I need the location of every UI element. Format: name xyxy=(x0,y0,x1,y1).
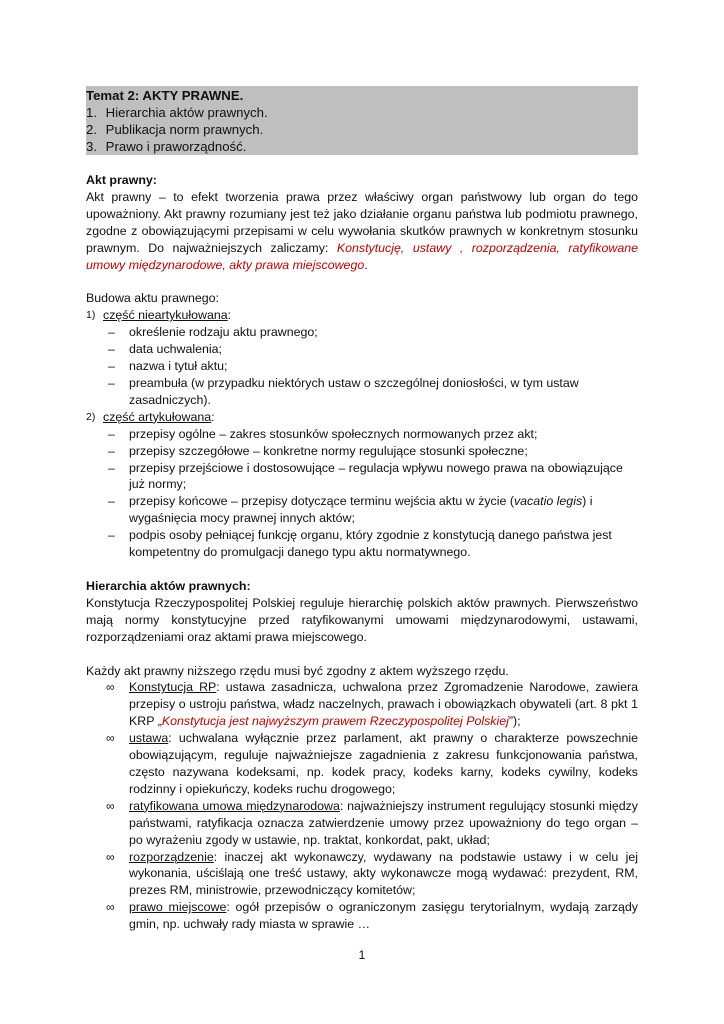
list-item-text: przepisy końcowe – przepisy dotyczące terminu wejścia aktu w życie ( xyxy=(129,494,514,509)
topic-item-number: 3. xyxy=(86,139,97,154)
list-item xyxy=(106,730,638,798)
hierarchia-intro: Każdy akt prawny niższego rzędu musi być zgodny z aktem wyższego rzędu. xyxy=(86,663,509,678)
list-item: – przepisy przejściowe i dostosowujące – regulacja wpływu nowego prawa na obowiązujące już normy; xyxy=(108,460,638,494)
budowa-heading: Budowa aktu prawnego: xyxy=(86,291,219,306)
topic-item-number: 2. xyxy=(86,122,97,137)
act-type-description: : uchwalana wyłącznie przez parlament, akt prawny o charakterze powszechnie obowiązującym, reguluje najważniejsze zagadnienia z zakresu funkcjonowania państwa, często nazywana kodeksami, np. kodek pracy, kodeks karny, kodeks cywilny, kodeks rodzinny i opiekuńczy, kodeks ruchu drogowego; xyxy=(129,731,638,796)
act-type-end: ”); xyxy=(508,714,521,729)
akt-prawny-text: Akt prawny – to efekt tworzenia prawa przez właściwy organ państwowy lub organ do tego upoważniony. Akt prawny rozumiany jest też jako działanie organu państwa lub podmiotu prawnego, zgodne z obowiązującymi przepisami w celu wywołania skutków prawnych w konkretnym stosunku prawnym. Do najważniejszych zaliczamy: xyxy=(86,189,638,255)
list-item: – określenie rodzaju aktu prawnego; xyxy=(108,324,638,341)
akt-prawny-end: . xyxy=(364,257,368,272)
act-type-description: : najważniejszy instrument regulujący stosunki między państwami, ratyfikacja oznacza zatwierdzenie umowy przez upoważniony do tego organ – po wyrażeniu zgody w ustawie, np. traktat, konkordat, pakt, układ; xyxy=(129,798,638,847)
list-item xyxy=(106,899,638,933)
akt-prawny-heading: Akt prawny: xyxy=(86,173,157,187)
topic-item xyxy=(86,104,636,121)
topic-item-number: 1. xyxy=(86,105,97,120)
budowa-part-colon: : xyxy=(227,308,232,323)
topic-item-text: Publikacja norm prawnych. xyxy=(105,122,264,137)
budowa-part-label: część artykułowana xyxy=(103,409,212,424)
hierarchia-heading: Hierarchia aktów prawnych: xyxy=(86,578,251,593)
list-item xyxy=(106,849,638,900)
topic-item xyxy=(86,138,636,155)
topic-item-text: Prawo i praworządność. xyxy=(105,139,247,154)
list-item xyxy=(106,679,638,730)
list-item xyxy=(106,798,638,849)
act-type-term: Konstytucja RP xyxy=(129,680,217,695)
list-item: – preambuła (w przypadku niektórych ustaw o szczególnej doniosłości, w tym ustaw zasadniczych). xyxy=(108,375,638,409)
budowa-part-label: część nieartykułowana xyxy=(103,308,228,323)
topic-item xyxy=(86,121,636,138)
list-item-text: ) i wygaśnięcia mocy prawnej innych aktów; xyxy=(129,494,593,526)
list-item: – nazwa i tytuł aktu; xyxy=(108,358,638,375)
act-type-term: prawo miejscowe xyxy=(129,900,227,915)
budowa-part-1-list xyxy=(86,324,638,409)
akt-prawny-paragraph xyxy=(86,189,638,274)
akt-prawny-highlight: Konstytucję, ustawy , rozporządzenia, ratyfikowane umowy międzynarodowe, akty prawa miejscowego xyxy=(86,240,638,272)
act-type-description: : ustawa zasadnicza, uchwalona przez Zgromadzenie Narodowe, zawiera przepisy o ustroju państwa, władz naczelnych, prawach i obowiązkach obywateli (art. 8 pkt 1 KRP „ xyxy=(129,680,638,729)
budowa-part-colon: : xyxy=(211,409,215,424)
hierarchia-list xyxy=(86,679,638,933)
topic-header-box xyxy=(86,86,638,155)
page-number: 1 xyxy=(358,948,366,962)
list-item: – podpis osoby pełniącej funkcję organu, który zgodnie z konstytucją danego państwa jest kompetentny do promulgacji danego typu aktu normatywnego. xyxy=(108,527,638,561)
budowa-part-1 xyxy=(86,307,638,324)
list-item: – przepisy szczegółowe – konkretne normy regulujące stosunki społeczne; xyxy=(108,443,638,460)
list-item xyxy=(108,493,638,527)
vacatio-legis-term: vacatio legis xyxy=(513,494,583,509)
topic-title: Temat 2: AKTY PRAWNE. xyxy=(86,88,244,103)
budowa-part-2 xyxy=(86,409,638,426)
hierarchia-paragraph: Konstytucja Rzeczypospolitej Polskiej reguluje hierarchię polskich aktów prawnych. Pierwszeństwo mają normy konstytucyjne przed ratyfikowanymi umowami międzynarodowymi, ustawami, rozporządzeniami oraz aktami prawa miejscowego. xyxy=(86,595,638,644)
act-type-term: ustawa xyxy=(129,731,169,746)
act-type-term: rozporządzenie xyxy=(129,849,214,864)
act-type-description: : inaczej akt wykonawczy, wydawany na podstawie ustawy i w celu jej wykonania, uściślają one treść ustawy, akty wykonawcze mogą wydawać: prezydent, RM, prezes RM, ministrowie, przewodniczący komitetów; xyxy=(129,849,638,898)
act-type-term: ratyfikowana umowa międzynarodowa xyxy=(129,798,340,813)
budowa-part-number: 1) xyxy=(86,309,96,322)
budowa-part-number: 2) xyxy=(86,410,96,423)
act-type-quote: Konstytucja jest najwyższym prawem Rzeczypospolitej Polskiej xyxy=(161,714,509,729)
document-page xyxy=(86,86,638,933)
topic-item-text: Hierarchia aktów prawnych. xyxy=(105,105,268,120)
list-item: – przepisy ogólne – zakres stosunków społecznych normowanych przez akt; xyxy=(108,426,638,443)
act-type-description: : ogół przepisów o ograniczonym zasięgu terytorialnym, wydają zarządy gmin, np. uchwały rady miasta w sprawie … xyxy=(129,900,638,932)
budowa-part-2-list xyxy=(86,426,638,561)
list-item: – data uchwalenia; xyxy=(108,341,638,358)
